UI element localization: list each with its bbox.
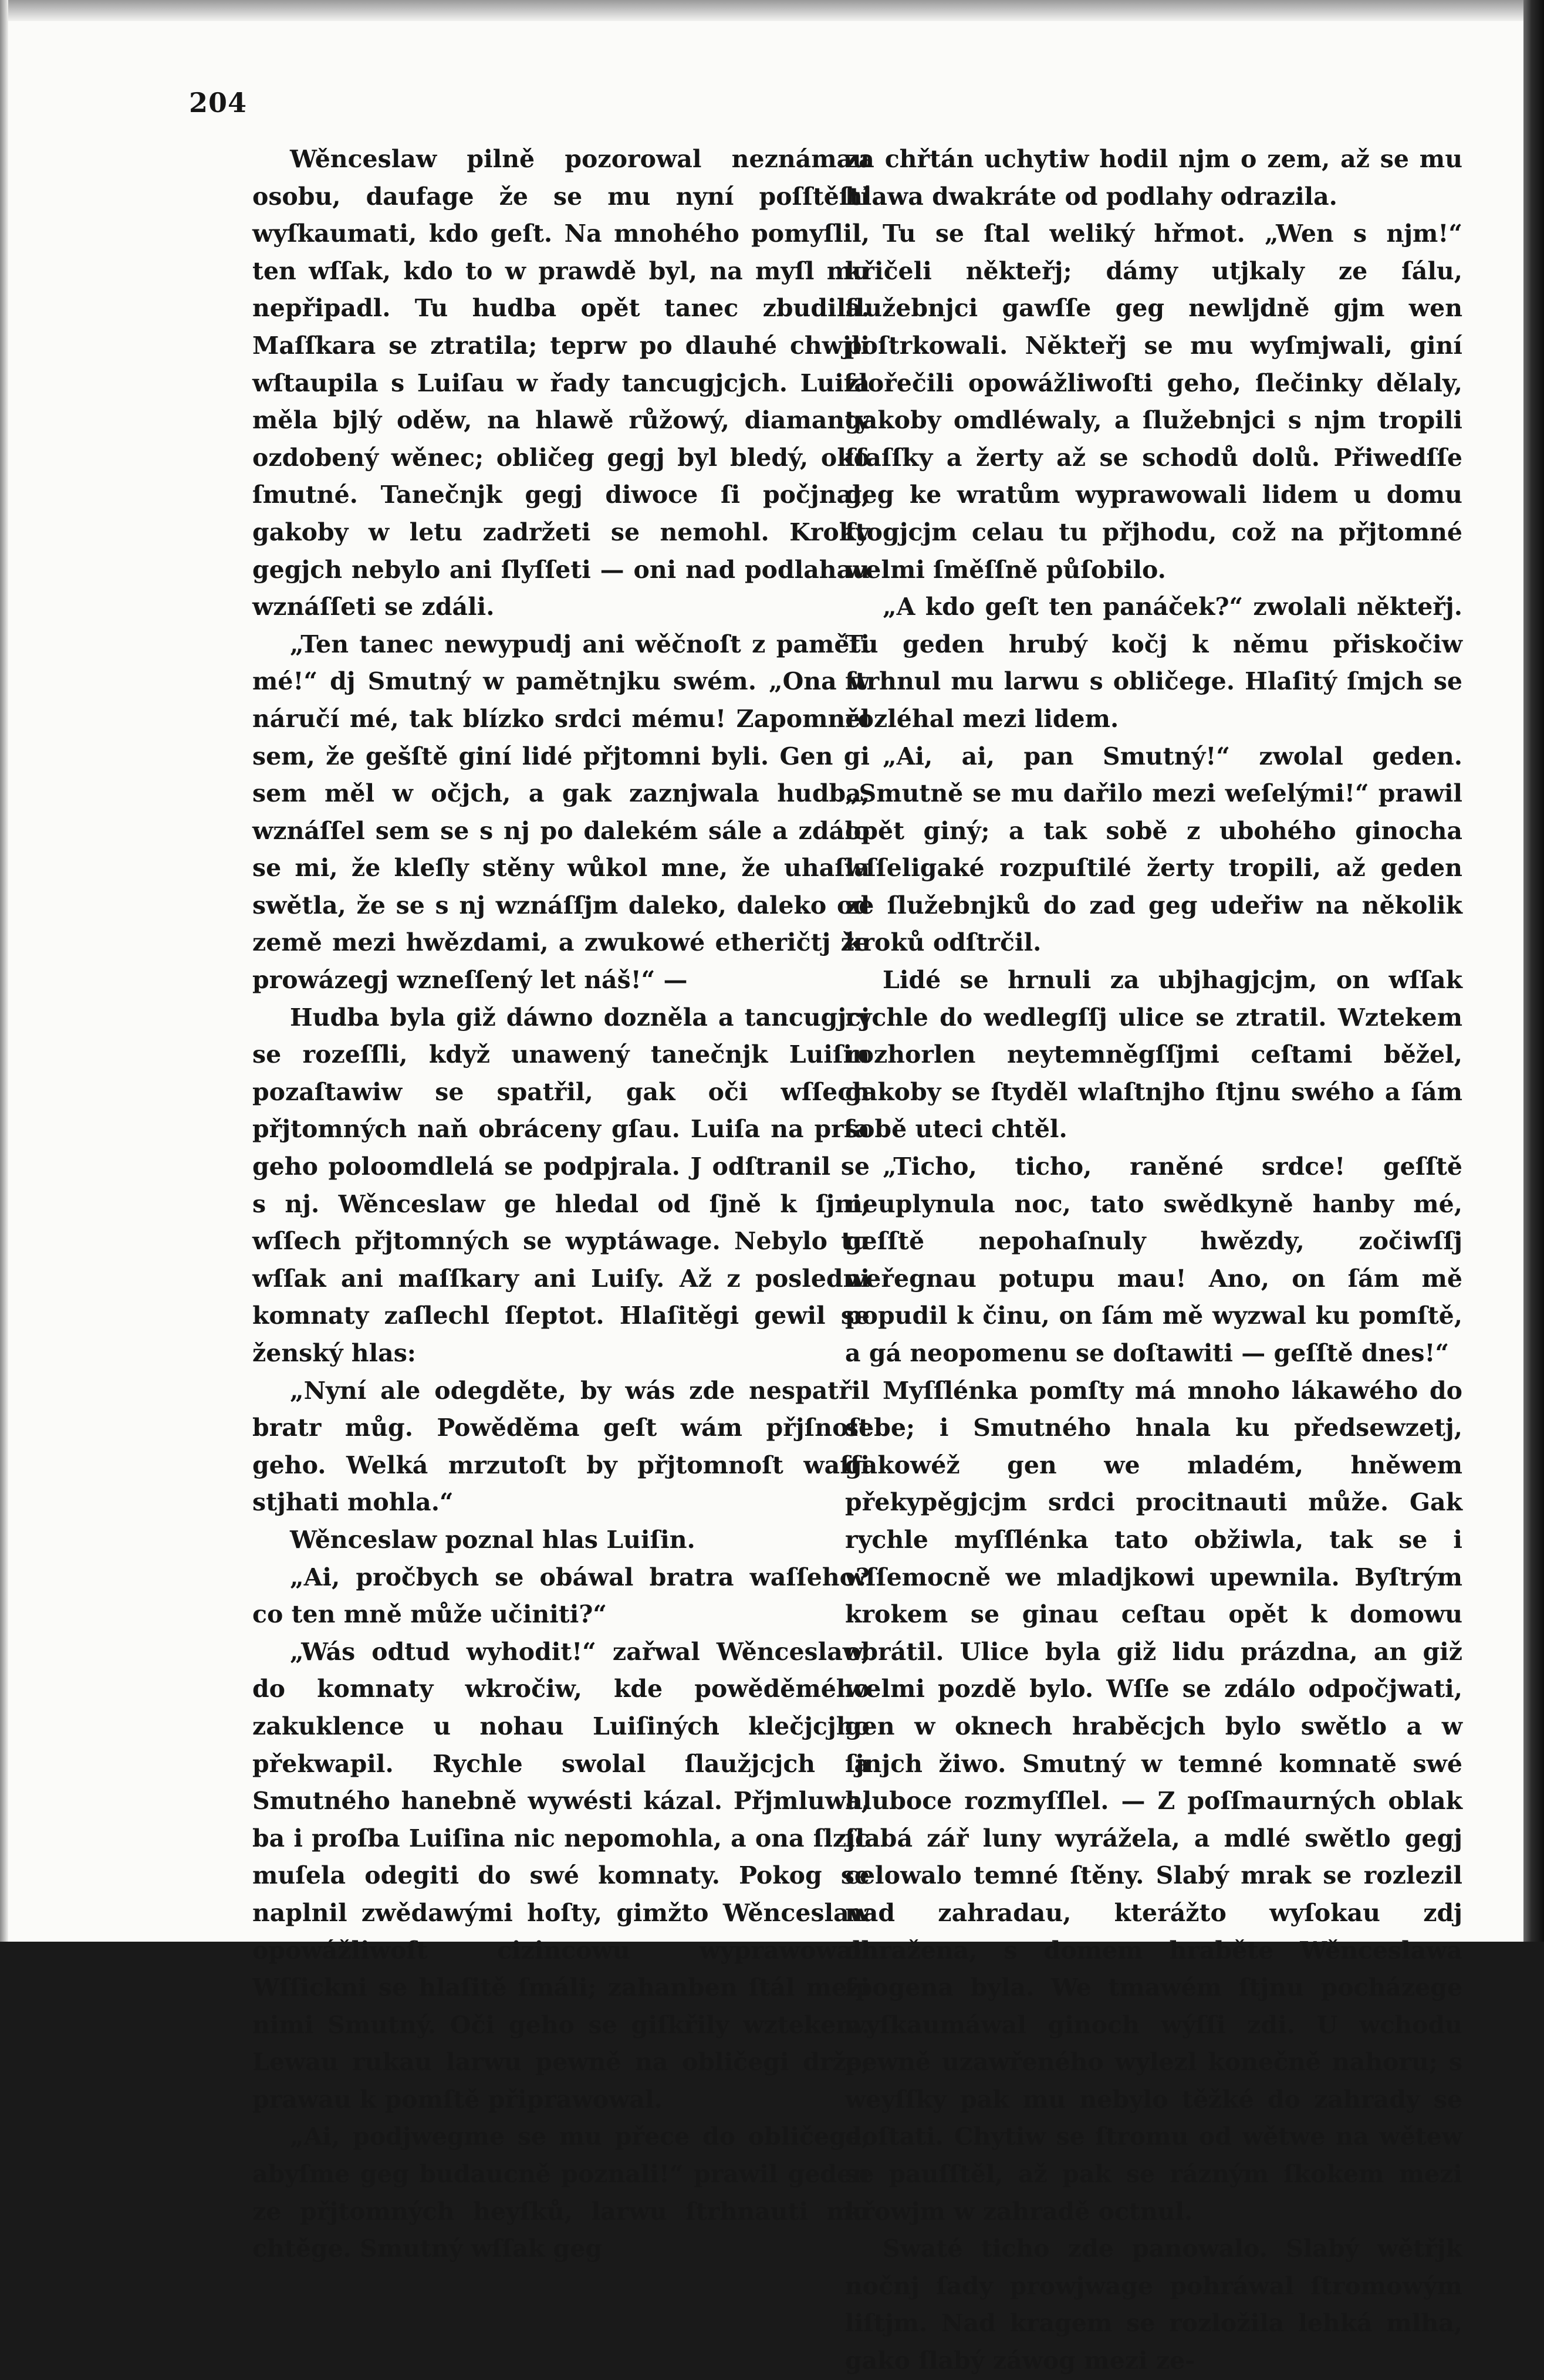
paragraph: Wěnceslaw pilně pozorowal neznámau osobu, daufage že se mu nyní poſſtěſtí wyſkaumati, kdo geſt. Na mnohého pomyſlil, ten wſſak, kdo to w prawdě byl, na myſl mu nepřipadl. Tu hudba opět tanec zbudila. Maſſkara se ztratila; teprw po dlauhé chwjli wſtaupila s Luiſau w řady tancugjcjch. Luiſa měla bjlý oděw, na hlawě růžowý, diamanty ozdobený wěnec; obličeg gegj byl bledý, oko ſmutné. Tanečnjk gegj diwoce ſi počjnal, gakoby w letu zadržeti se nemohl. Kroky gegjch nebylo ani ſlyſſeti — oni nad podlahau wznáſſeti se zdáli. xyxy=(252,145,870,621)
paragraph: „Nyní ale odegděte, by wás zde nespatřil bratr můg. Powěděma geſt wám přjſnoſt geho. Welká mrzutoſt by přjtomnoſt waſſi stjhati mohla.“ xyxy=(252,1376,870,1517)
paragraph: Lidé se hrnuli za ubjhagjcjm, on wſſak rychle do wedlegſſj ulice se ztratil. Wztekem rozhorlen neytemněgſſjmi ceſtami běžel, gakoby se ſtyděl wlaſtnjho ſtjnu swého a ſám sobě uteci chtěl. xyxy=(845,966,1462,1144)
paragraph: „Wás odtud wyhodit!“ zařwal Wěnceslaw, do komnaty wkročiw, kde powěděmého zakuklence u nohau Luiſiných klečjcjho překwapil. Rychle swolal ſlaužjcjch a Smutného hanebně wywésti kázal. Přjmluwa, ba i proſba Luiſina nic nepomohla, a ona ſlzjc muſela odegiti do swé komnaty. Pokog se naplnil zwědawými hoſty, gimžto Wěnceslaw opowážliwoſt cizincowu wyprawowal. Wſſickni se hlaſitě ſmáli; zahanben ſtál mezi nimi Smutný. Oči geho se giſkřily wztekem. Lewau rukau larwu pewně na obličegi drže, prawau k pomſtě připrawowal. xyxy=(252,1637,870,2114)
page-left-shadow xyxy=(0,0,8,1942)
paragraph: „Ai, podjwegme se mu přece do obličege, abyſme geg budaucně poznali!“ prawil geden ze přjtomných heyſků, larwu ſtrhnauti mu chtěge. Smutný wſſak geg xyxy=(252,2122,870,2263)
left-column xyxy=(252,141,870,2268)
page-top-shadow xyxy=(0,0,1544,21)
paragraph: Hudba byla giž dáwno dozněla a tancugjcj se rozeſſli, když unawený tanečnjk Luiſin pozaſtawiw se spatřil, gak oči wſſech přjtomných naň obráceny gſau. Luiſa na prſa geho poloomdlelá se podpjrala. J odſtranil se s nj. Wěnceslaw ge hledal od ſjně k ſjni, wſſech přjtomných se wyptáwage. Nebylo tu wſſak ani maſſkary ani Luiſy. Až z posledni komnaty zaſlechl ſſeptot. Hlaſitěgi gewil se ženský hlas: xyxy=(252,1003,870,1367)
paragraph: Swaté ticho zde panowalo. Slabý wětřjk nočnj ſady prowjwage pohráwal ſtromowým liſtjm. Nad kragem se rozložila lehká mlha, gako ſlabý záwog mezi ze- xyxy=(845,2234,1462,2375)
paragraph: Tu se ſtal weliký hřmot. „Wen s njm!“ křičeli někteřj; dámy utjkaly ze ſálu, ſlužebnjci gawſſe geg newljdně gjm wen poſtrkowali. Někteřj se mu wyſmjwali, giní zlořečili opowážliwoſti geho, ſlečinky dělaly, gakoby omdléwaly, a ſlužebnjci s njm tropili ſſaſſky a žerty až se schodů dolů. Přiwedſſe geg ke wratům wyprawowali lidem u domu ſtogjcjm celau tu přjhodu, což na přjtomné welmi ſměſſně půſobilo. xyxy=(845,219,1462,584)
paragraph: „Ai, ai, pan Smutný!“ zwolal geden. „Smutně se mu dařilo mezi weſelými!“ prawil opět giný; a tak sobě z ubohého ginocha wſſeligaké rozpuſtilé žerty tropili, až geden ze ſlužebnjků do zad geg udeřiw na několik kroků odſtrčil. xyxy=(845,742,1462,957)
paragraph: „Ticho, ticho, raněné srdce! geſſtě neuplynula noc, tato swědkyně hanby mé, geſſtě nepohaſnuly hwězdy, zočiwſſj weřegnau potupu mau! Ano, on ſám mě popudil k činu, on ſám mě wyzwal ku pomſtě, a gá neopomenu se doſtawiti — geſſtě dnes!“ xyxy=(845,1152,1462,1367)
right-column xyxy=(845,141,1462,2380)
paragraph: za chřtán uchytiw hodil njm o zem, až se mu hlawa dwakráte od podlahy odrazila. xyxy=(845,145,1462,211)
paragraph: Myſſlénka pomſty má mnoho lákawého do sebe; i Smutného hnala ku předsewzetj, gakowéž gen we mladém, hněwem překypěgjcjm srdci procitnauti může. Gak rychle myſſlénka tato obžiwla, tak se i wſſemocně we mladjkowi upewnila. Byſtrým krokem se ginau ceſtau opět k domowu obrátil. Ulice byla giž lidu prázdna, an giž welmi pozdě bylo. Wſſe se zdálo odpočjwati, gen w oknech hraběcjch bylo swětlo a w ſjnjch žiwo. Smutný w temné komnatě swé hluboce rozmyſſlel. — Z poſſmaurných oblak ſlabá zář luny wyrážela, a mdlé swětlo gegj celowalo temné ſtěny. Slabý mrak se rozlezil nad zahradau, kterážto wyſokau zdj ohražena, s domem hraběte Wěnceslawa ſpogena byla. We tmawém ſtjnu pocházege wyſkaumáwal ginoch wýſſi zdi. U wchodu pewně uzawřeného wylezl konečně nahoru; s weyſſky pak mu nebylo těžké do zahrady se doſtati. Chytiw se ſtromu od wětwe na wětew se pauſſtěl, až pak se rázným ſkokem mezi křowjm w zahradě octnul. xyxy=(845,1376,1462,2226)
paragraph: „A kdo geſt ten panáček?“ zwolali někteřj. Tu geden hrubý kočj k němu přiskočiw ſtrhnul mu larwu s obličege. Hlaſitý ſmjch se rozléhal mezi lidem. xyxy=(845,593,1462,733)
paragraph: Wěnceslaw poznal hlas Luiſin. xyxy=(290,1525,695,1554)
page-number: 204 xyxy=(189,87,248,119)
page-right-edge-shadow xyxy=(1523,0,1544,1942)
paragraph: „Ai, pročbych se obáwal bratra waſſeho? co ten mně může učiniti?“ xyxy=(252,1563,870,1629)
paragraph: „Ten tanec newypudj ani wěčnoſt z paměti mé!“ dj Smutný w pamětnjku swém. „Ona w náručí mé, tak blízko srdci mému! Zapomněl sem, že gešſtě giní lidé přjtomni byli. Gen gi sem měl w očjch, a gak zaznjwala hudba, wznáſſel sem se s nj po dalekém sále a zdálo se mi, že kleſly stěny wůkol mne, že uhaſla swětla, že se s nj wznáſſjm daleko, daleko od země mezi hwězdami, a zwukowé etheričtj že prowázegj wzneſſený let náš!“ — xyxy=(252,630,870,995)
